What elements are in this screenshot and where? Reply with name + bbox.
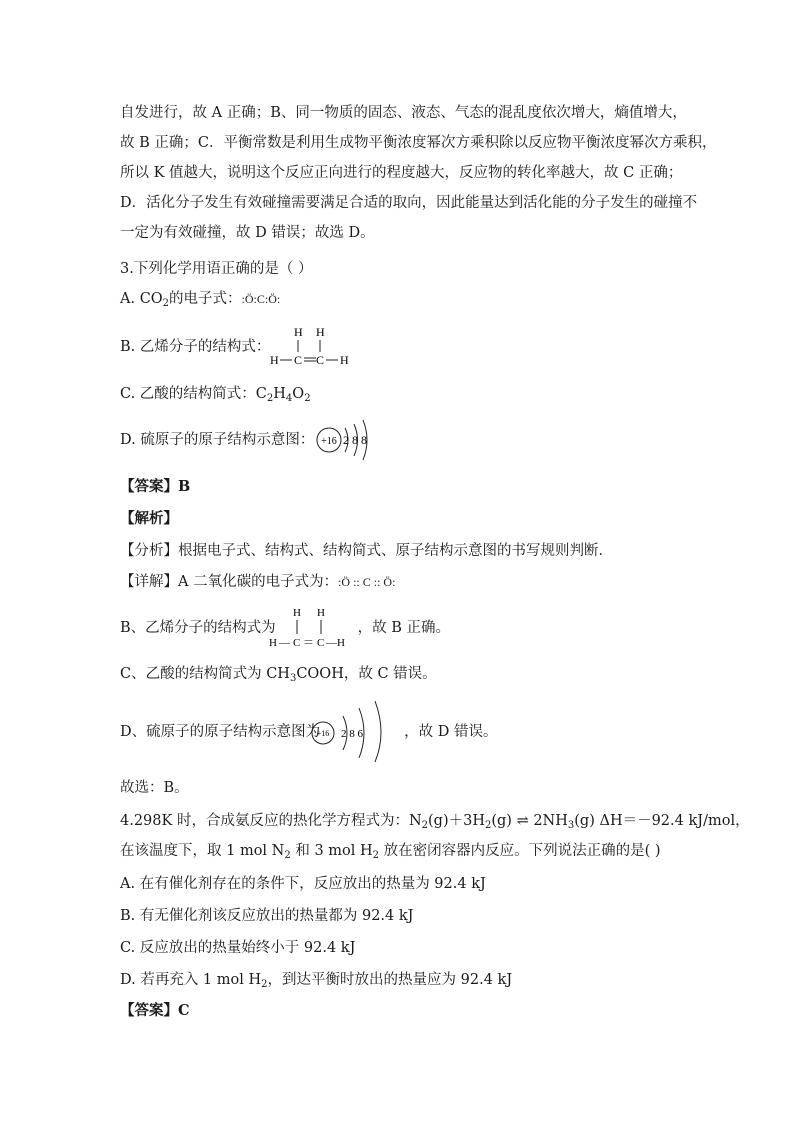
q4-option-b: B. 有无催化剂该反应放出的热量都为 92.4 kJ [120, 908, 414, 924]
detail-d [120, 722, 497, 742]
q4-option-d-text: D. 若再充入 1 mol $H_2$，到达平衡时放出的热量应为 92.4 kJ [120, 972, 513, 990]
q4-option-d [120, 970, 512, 990]
q4-answer: 【答案】C [120, 1002, 190, 1019]
q4-stem-text: 4.298K 时，合成氨反应的热化学方程式为：$N_2(g)+3H_2(g)$ ⇌ $2NH_3(g)$ ΔH＝－92.4 kJ/mol， [120, 813, 750, 831]
question-stem: 3.下列化学用语正确的是（ ） [120, 261, 313, 277]
q4-option-a: A. 在有催化剂存在的条件下，反应放出的热量为 92.4 kJ [120, 876, 486, 892]
double-bond-symbol: ＝ [303, 637, 314, 649]
h-atom: H [316, 325, 325, 339]
h-atom: H [293, 607, 301, 619]
paragraph-line: 一定为有效碰撞，故 D 错误；故选 D。 [120, 225, 375, 241]
detail-c [120, 664, 437, 684]
q4-option-c: C. 反应放出的热量始终小于 92.4 kJ [120, 940, 356, 956]
detail-a [120, 572, 395, 592]
detail-c-text: C、乙酸的结构简式为 $CH_3COOH$，故 C 错误。 [120, 666, 437, 684]
shell-arc [375, 701, 381, 762]
q4-stem-line2 [120, 841, 661, 861]
paragraph-line: 自发进行，故 A 正确；B、同一物质的固态、液态、气态的混乱度依次增大，熵值增大， [120, 105, 687, 121]
detail-d-prefix: D、硫原子的原子结构示意图为 [120, 724, 321, 740]
h-atom: H [317, 607, 325, 619]
q4-stem-line1 [120, 811, 750, 831]
option-a-suffix: 的电子式： [169, 291, 242, 307]
analysis-text: 【分析】根据电子式、结构式、结构简式、原子结构示意图的书写规则判断． [120, 543, 613, 559]
paragraph-line: 所以 K 值越大，说明这个反应正向进行的程度越大，反应物的转化率越大，故 C 正确； [120, 165, 683, 181]
h-atom: H [340, 353, 349, 367]
detail-b-prefix: B、乙烯分子的结构式为 [120, 620, 276, 636]
c-atom: C [293, 637, 301, 649]
detail-d-suffix: ，故 D 错误。 [404, 724, 498, 740]
h-atom: H [270, 353, 279, 367]
option-a-sub: 2 [162, 298, 170, 309]
ethylene-structure-detail [267, 604, 349, 650]
option-c [120, 384, 311, 404]
nucleus-charge: +16 [316, 729, 330, 738]
conclusion: 故选：B。 [120, 780, 189, 796]
co2-electron-formula-detail: :Ö :: C :: Ö: [338, 575, 396, 589]
answer-label: 【答案】B [120, 478, 191, 495]
h-atom: H [269, 637, 277, 649]
sulfur-atom-diagram [314, 418, 384, 464]
bond-dash: — [326, 637, 337, 649]
option-a [120, 289, 280, 309]
bond-dash: — [279, 637, 290, 649]
option-d: D. 硫原子的原子结构示意图： [120, 432, 315, 448]
h-atom: H [337, 637, 345, 649]
c-atom: C [294, 353, 303, 367]
ethylene-structure [266, 322, 361, 370]
paragraph-line: D．活化分子发生有效碰撞需要满足合适的取向，因此能量达到活化能的分子发生的碰撞不 [120, 195, 698, 211]
detail-a-text: 【详解】A 二氧化碳的电子式为： [120, 574, 339, 590]
c-atom: C [317, 637, 325, 649]
q4-stem2-text: 在该温度下，取 1 mol $N_2$ 和 3 mol $H_2$ 放在密闭容器内反应。下列说法正确的是( ) [120, 843, 661, 861]
option-a-prefix: A. CO [120, 291, 163, 307]
detail-b-suffix: ，故 B 正确。 [357, 620, 451, 636]
analysis-heading: 【解析】 [120, 510, 178, 527]
shell-electrons: 2 8 6 [341, 728, 363, 740]
nucleus-charge: +16 [321, 436, 337, 447]
co2-electron-formula: :Ö:C:Ö: [241, 292, 281, 306]
shell-electrons: 2 8 8 [343, 433, 367, 447]
c-atom: C [316, 353, 325, 367]
option-b: B. 乙烯分子的结构式： [120, 339, 271, 355]
paragraph-line: 故 B 正确；C．平衡常数是利用生成物平衡浓度幂次方乘积除以反应物平衡浓度幂次方乘积， [120, 135, 717, 151]
option-c-label: C. 乙酸的结构简式：$C_2H_4O_2$ [120, 386, 311, 404]
sulfur-atom-diagram-detail [311, 700, 395, 762]
h-atom: H [294, 325, 303, 339]
